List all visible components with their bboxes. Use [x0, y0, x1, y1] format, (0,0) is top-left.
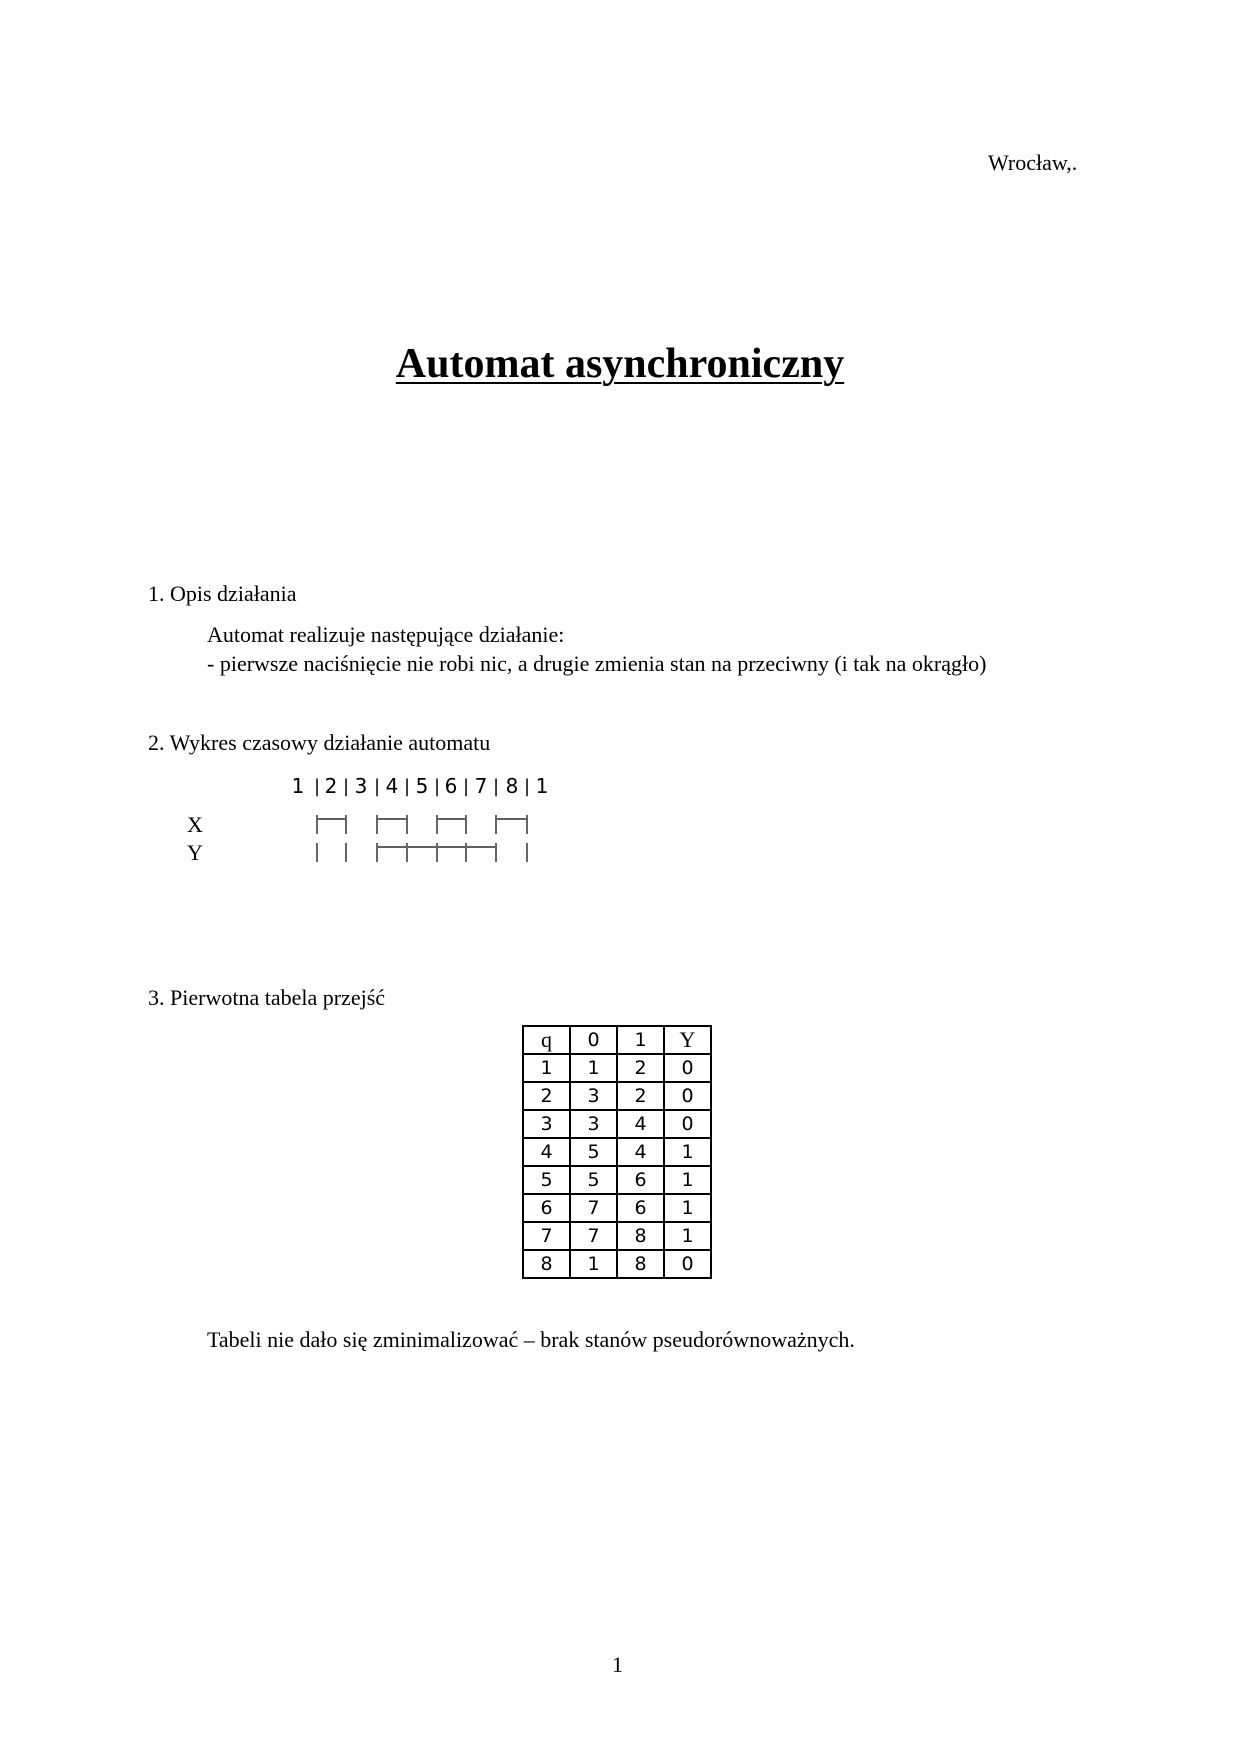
table-header-row: [523, 1026, 711, 1054]
step-separator: |: [523, 776, 531, 797]
table-cell: 4: [617, 1138, 664, 1166]
table-cell: 1: [664, 1222, 711, 1250]
table-cell: 8: [617, 1250, 664, 1278]
step-label: 8: [505, 774, 519, 798]
table-row: [523, 1166, 711, 1194]
table-cell: 8: [617, 1222, 664, 1250]
table-cell: 3: [570, 1110, 617, 1138]
table-cell: 1: [664, 1194, 711, 1222]
signal-label: X: [187, 812, 203, 837]
place-date: Wrocław,.: [988, 150, 1078, 175]
step-separator: |: [492, 776, 500, 797]
section-1-heading: 1. Opis działania: [148, 581, 297, 606]
table-cell: 8: [523, 1250, 570, 1278]
timing-diagram: [187, 765, 570, 865]
table-row: [523, 1110, 711, 1138]
table-header-cell: Y: [664, 1026, 711, 1054]
table-cell: 6: [617, 1194, 664, 1222]
table-cell: 3: [523, 1110, 570, 1138]
transition-table: [522, 1025, 712, 1279]
description-line-2: - pierwsze naciśnięcie nie robi nic, a drugie zmienia stan na przeciwny (i tak na okrągło): [207, 651, 987, 676]
table-row: [523, 1054, 711, 1082]
step-separator: |: [403, 776, 411, 797]
table-row: [523, 1250, 711, 1278]
step-separator: |: [313, 776, 321, 797]
table-cell: 0: [664, 1110, 711, 1138]
table-cell: 2: [617, 1054, 664, 1082]
step-label: 5: [415, 774, 429, 798]
step-label: 1: [291, 774, 305, 798]
step-label: 7: [474, 774, 488, 798]
table-header-cell: 1: [617, 1026, 664, 1054]
table-cell: 0: [664, 1250, 711, 1278]
table-cell: 5: [570, 1138, 617, 1166]
step-separator: |: [373, 776, 381, 797]
table-note: Tabeli nie dało się zminimalizować – brak stanów pseudorównoważnych.: [207, 1327, 855, 1352]
table-cell: 7: [570, 1222, 617, 1250]
table-cell: 3: [570, 1082, 617, 1110]
table-header-cell: q: [523, 1026, 570, 1054]
section-3-heading: 3. Pierwotna tabela przejść: [148, 985, 386, 1010]
table-cell: 7: [570, 1194, 617, 1222]
table-cell: 4: [523, 1138, 570, 1166]
table-cell: 1: [523, 1054, 570, 1082]
step-label: 6: [444, 774, 458, 798]
description-line-1: Automat realizuje następujące działanie:: [207, 622, 565, 647]
table-row: [523, 1138, 711, 1166]
table-cell: 6: [617, 1166, 664, 1194]
table-cell: 5: [570, 1166, 617, 1194]
table-cell: 1: [570, 1054, 617, 1082]
step-label: 4: [385, 774, 399, 798]
step-separator: |: [433, 776, 441, 797]
table-cell: 6: [523, 1194, 570, 1222]
table-cell: 7: [523, 1222, 570, 1250]
table-cell: 1: [664, 1138, 711, 1166]
table-cell: 5: [523, 1166, 570, 1194]
table-cell: 4: [617, 1110, 664, 1138]
table-cell: 1: [570, 1250, 617, 1278]
table-cell: 0: [664, 1082, 711, 1110]
table-cell: 2: [523, 1082, 570, 1110]
step-label: 3: [354, 774, 368, 798]
signal-label: Y: [187, 840, 203, 865]
table-row: [523, 1194, 711, 1222]
table-row: [523, 1222, 711, 1250]
table-cell: 2: [617, 1082, 664, 1110]
table-cell: 1: [664, 1166, 711, 1194]
step-label: 1: [535, 774, 549, 798]
section-2-heading: 2. Wykres czasowy działanie automatu: [148, 730, 491, 755]
step-separator: |: [342, 776, 350, 797]
page-title: Automat asynchroniczny: [395, 341, 845, 387]
step-label: 2: [324, 774, 338, 798]
table-cell: 0: [664, 1054, 711, 1082]
step-separator: |: [462, 776, 470, 797]
page-number: 1: [612, 1652, 623, 1677]
table-header-cell: 0: [570, 1026, 617, 1054]
table-row: [523, 1082, 711, 1110]
